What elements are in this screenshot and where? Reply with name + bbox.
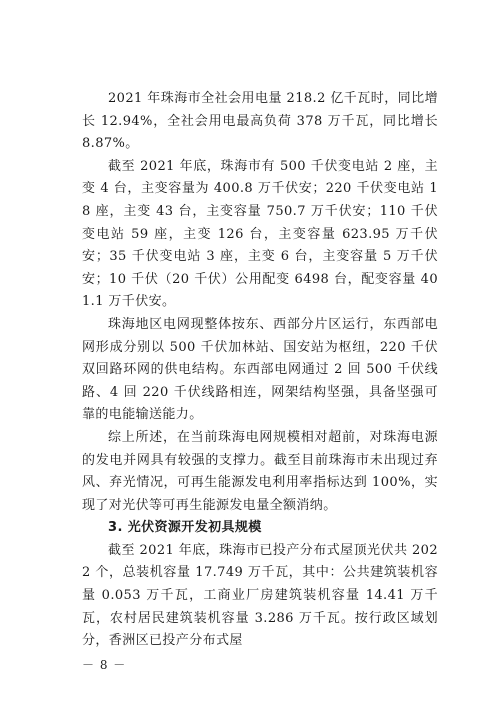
paragraph-summary: 综上所述，在当前珠海电网规模相对超前，对珠海电源的发电并网具有较强的支撑力。截至目前珠海市未出现过弃风、弃光情况，可再生能源发电利用率指标达到 100%，实现了对光伏等可再生能源发电量全额消纳。	[82, 429, 438, 513]
page-number: － 8 －	[82, 658, 127, 672]
document-body	[82, 88, 438, 653]
paragraph-grid-structure: 珠海地区电网现整体按东、西部分片区运行，东西部电网形成分别以 500 千伏加林站、国安站为枢纽，220 千伏双回路环网的供电结构。东西部电网通过 2 回 500 千伏线路、4 回 220 千伏线路相连，网架结构坚强，具备坚强可靠的电能输送能力。	[82, 316, 438, 423]
paragraph-substations: 截至 2021 年底，珠海市有 500 千伏变电站 2 座，主变 4 台，主变容量为 400.8 万千伏安；220 千伏变电站 18 座，主变 43 台，主变容量 750.7 万千伏安；110 千伏变电站 59 座，主变 126 台，主变容量 623.95 万千伏安；35 千伏变电站 3 座，主变 6 台，主变容量 5 万千伏安；10 千伏（20 千伏）公用配变 6498 台，配变容量 401.1 万千伏安。	[82, 158, 438, 310]
paragraph-solar-capacity: 截至 2021 年底，珠海市已投产分布式屋顶光伏共 2022 个，总装机容量 17.749 万千瓦，其中：公共建筑装机容量 0.053 万千瓦，工商业厂房建筑装机容量 14.41 万千瓦，农村居民建筑装机容量 3.286 万千瓦。按行政区域划分，香洲区已投产分布式屋	[82, 542, 438, 649]
section-heading: 3. 光伏资源开发初具规模	[108, 520, 262, 536]
paragraph-electricity-consumption: 2021 年珠海市全社会用电量 218.2 亿千瓦时，同比增长 12.94%，全社会用电最高负荷 378 万千瓦，同比增长 8.87%。	[82, 91, 438, 152]
